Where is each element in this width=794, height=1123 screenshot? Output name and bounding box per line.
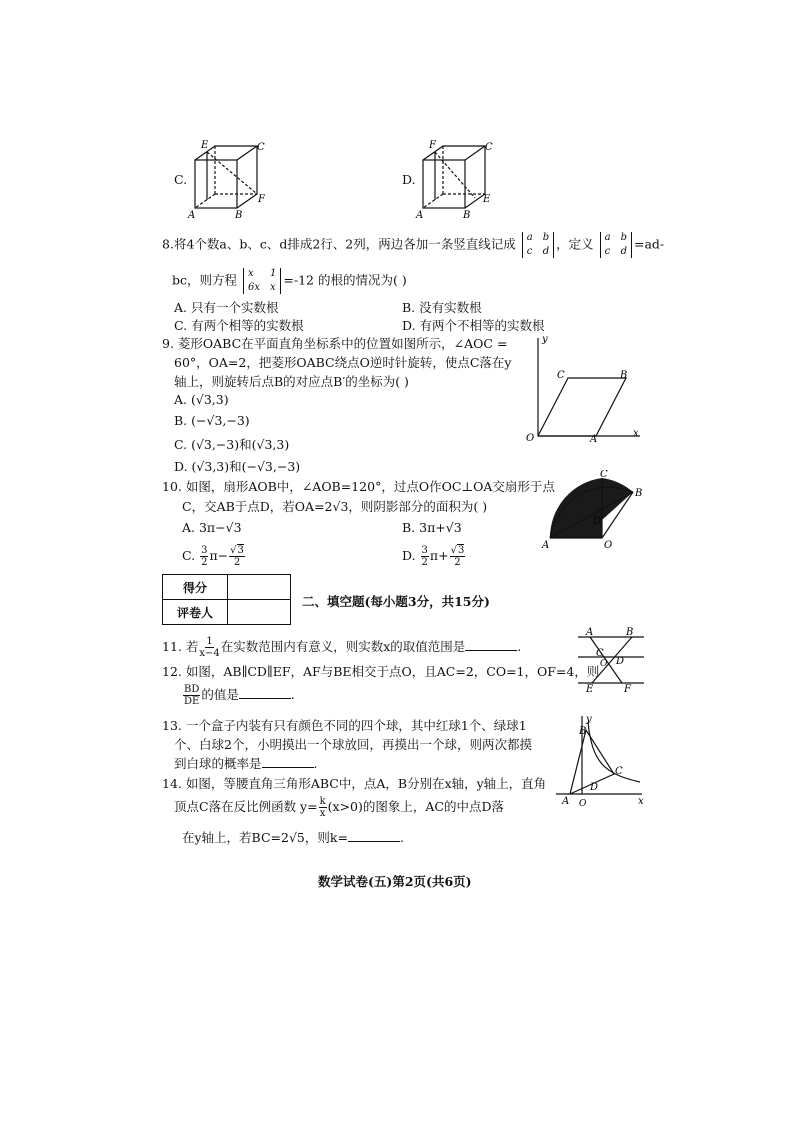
svg-text:B: B: [635, 488, 643, 499]
svg-text:B: B: [626, 627, 634, 638]
rhombus-diagram: [520, 332, 645, 447]
q10-option-a: A. 3π−√3: [182, 520, 242, 535]
question-12-line2: $\frac{BD}{DE}$ 的值是 .: [184, 684, 295, 707]
question-14-line2: 顶点C落在反比例函数 y= $\frac{k}{x}$ (x>0)的图象上，AC的中点D落: [174, 796, 504, 819]
question-9-line1: 9. 菱形OABC在平面直角坐标系中的位置如图所示，∠AOC =: [162, 336, 508, 351]
svg-text:B: B: [579, 726, 587, 737]
q10-option-c: C. $\frac{3}{2}$ π− $\frac{√3}{2}$: [182, 545, 244, 568]
grader-cell[interactable]: [228, 600, 291, 625]
svg-text:B: B: [620, 370, 628, 381]
question-12-line1: 12. 如图，AB∥CD∥EF，AF与BE相交于点O，且AC=2，CO=1，OF=4，则: [162, 664, 600, 679]
q12-answer-blank[interactable]: [239, 686, 291, 699]
det-abcd: a b c d: [522, 232, 554, 258]
question-13-line3: 到白球的概率是 .: [174, 756, 318, 771]
q13-answer-blank[interactable]: [262, 755, 314, 768]
label-a: A: [188, 210, 196, 221]
question-8-line2: bc，则方程 x 1 6x x =-12 的根的情况为( ): [172, 268, 407, 293]
cube-diagram-d: [413, 138, 503, 223]
svg-text:C: C: [615, 766, 623, 777]
svg-text:C: C: [485, 142, 493, 153]
svg-text:D: D: [593, 516, 602, 527]
parallel-lines-diagram: [576, 625, 646, 693]
svg-text:O: O: [604, 540, 613, 551]
q9-option-a: A. (√3,3): [174, 392, 229, 407]
question-10-line1: 10. 如图，扇形AOB中，∠AOB=120°，过点O作OC⊥OA交扇形于点: [162, 479, 555, 494]
svg-text:C: C: [596, 648, 604, 659]
question-13-line1: 13. 一个盒子内装有只有颜色不同的四个球，其中红球1个、绿球1: [162, 718, 527, 733]
q8-option-b: B. 没有实数根: [402, 300, 482, 315]
svg-text:E: E: [586, 684, 594, 693]
det-equation: x 1 6x x: [243, 268, 281, 294]
svg-text:A: A: [586, 627, 594, 638]
q7-option-c-label: C.: [174, 172, 188, 187]
grader-label: 评卷人: [163, 600, 228, 625]
cube-diagram-c: [185, 138, 275, 223]
svg-text:D: D: [590, 782, 599, 793]
svg-text:F: F: [624, 684, 631, 693]
svg-text:A: A: [590, 434, 598, 445]
svg-text:C: C: [600, 470, 608, 480]
q14-answer-blank[interactable]: [348, 829, 400, 842]
score-cell[interactable]: [228, 575, 291, 600]
sector-diagram: [538, 470, 648, 552]
q10-option-b: B. 3π+√3: [402, 520, 462, 535]
q8-option-d: D. 有两个不相等的实数根: [402, 318, 545, 333]
q9-option-d: D. (√3,3)和(−√3,−3): [174, 459, 301, 474]
det-abcd-def: a b c d: [600, 232, 632, 258]
question-10-line2: C，交AB于点D，若OA=2√3，则阴影部分的面积为( ): [182, 499, 488, 514]
q8-option-c: C. 有两个相等的实数根: [174, 318, 304, 333]
svg-text:O: O: [579, 799, 587, 809]
svg-text:A: A: [542, 540, 550, 551]
svg-text:O: O: [526, 433, 535, 444]
score-table: [162, 574, 291, 625]
question-9-line2: 60°，OA=2，把菱形OABC绕点O逆时针旋转，使点C落在y: [174, 355, 512, 370]
svg-text:B: B: [463, 210, 471, 221]
label-e: E: [201, 140, 209, 151]
svg-text:F: F: [429, 140, 436, 151]
q8-option-a: A. 只有一个实数根: [174, 300, 279, 315]
label-b: B: [235, 210, 243, 221]
q11-answer-blank[interactable]: [465, 638, 517, 651]
question-9-line3: 轴上，则旋转后点B的对应点B′的坐标为( ): [174, 374, 409, 389]
svg-text:A: A: [562, 796, 570, 807]
question-8-line1: 8.将4个数a、b、c、d排成2行、2列，两边各加一条竖直线记成 a b c d ，定义 a b c d =ad-: [162, 232, 665, 257]
score-label: 得分: [163, 575, 228, 600]
svg-text:E: E: [483, 194, 491, 205]
question-11: 11. 若 $\frac{1}{x-4}$ 在实数范围内有意义，则实数x的取值范围是 .: [162, 636, 522, 659]
svg-text:C: C: [557, 370, 565, 381]
question-13-line2: 个、白球2个，小明摸出一个球放回，再摸出一个球，则两次都摸: [174, 737, 532, 752]
svg-text:O: O: [600, 659, 608, 669]
isosceles-triangle-diagram: [552, 712, 646, 812]
question-14-line1: 14. 如图，等腰直角三角形ABC中，点A，B分别在x轴，y轴上，直角: [162, 776, 547, 791]
svg-text:y: y: [586, 714, 592, 725]
svg-text:y: y: [542, 334, 548, 345]
q9-option-b: B. (−√3,−3): [174, 413, 250, 428]
q9-option-c: C. (√3,−3)和(√3,3): [174, 437, 290, 452]
svg-text:x: x: [633, 428, 639, 439]
q7-option-d-label: D.: [402, 172, 416, 187]
question-14-line3: 在y轴上，若BC=2√5，则k= .: [182, 830, 404, 845]
section-2-title: 二、填空题(每小题3分，共15分): [302, 594, 490, 609]
label-f: F: [258, 194, 265, 205]
svg-text:A: A: [416, 210, 424, 221]
svg-text:x: x: [638, 796, 644, 807]
page-footer: 数学试卷(五)第2页(共6页): [318, 874, 472, 889]
q10-option-d: D. $\frac{3}{2}$ π+ $\frac{√3}{2}$: [402, 545, 465, 568]
svg-text:D: D: [616, 656, 625, 667]
label-c: C: [257, 142, 265, 153]
